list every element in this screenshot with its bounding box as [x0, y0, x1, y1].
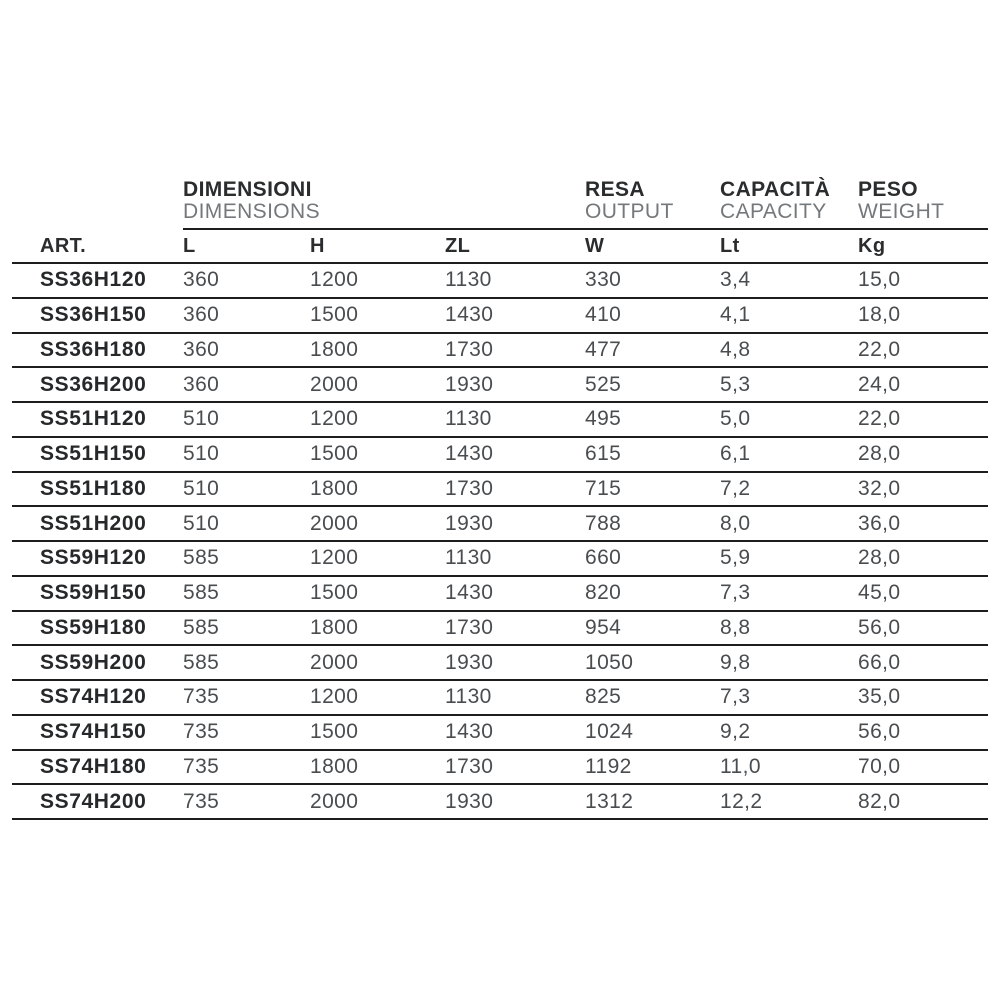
cell-lt: 5,0	[720, 407, 751, 431]
cell-art: SS74H120	[40, 685, 147, 709]
cell-zl: 1930	[445, 511, 494, 535]
cell-l: 360	[183, 268, 220, 292]
cell-lt: 7,3	[720, 581, 751, 605]
cell-h: 1200	[310, 407, 359, 431]
col-header-w: W	[585, 234, 605, 257]
cell-lt: 7,2	[720, 476, 751, 500]
table-row	[12, 438, 988, 473]
cell-zl: 1730	[445, 337, 494, 361]
cell-zl: 1930	[445, 372, 494, 396]
cell-h: 1200	[310, 546, 359, 570]
cell-w: 825	[585, 685, 622, 709]
table-row	[12, 612, 988, 647]
cell-kg: 15,0	[858, 268, 901, 292]
cell-zl: 1130	[445, 685, 492, 709]
col-group-output-secondary-label: OUTPUT	[585, 200, 674, 223]
cell-l: 585	[183, 581, 220, 605]
cell-l: 585	[183, 546, 220, 570]
cell-w: 1312	[585, 789, 634, 813]
cell-art: SS51H200	[40, 511, 147, 535]
table-row	[12, 542, 988, 577]
cell-zl: 1130	[445, 407, 492, 431]
cell-art: SS59H180	[40, 615, 147, 639]
cell-w: 820	[585, 581, 622, 605]
group-header-spacer	[12, 178, 183, 230]
cell-lt: 8,8	[720, 615, 751, 639]
cell-w: 495	[585, 407, 622, 431]
cell-lt: 7,3	[720, 685, 751, 709]
cell-l: 735	[183, 685, 220, 709]
cell-kg: 18,0	[858, 303, 901, 327]
col-group-dimensions-primary-label: DIMENSIONI	[183, 178, 312, 201]
table-row	[12, 403, 988, 438]
table-row	[12, 507, 988, 542]
cell-w: 788	[585, 511, 622, 535]
cell-l: 735	[183, 789, 220, 813]
cell-art: SS36H150	[40, 303, 147, 327]
cell-kg: 24,0	[858, 372, 901, 396]
cell-kg: 70,0	[858, 754, 901, 778]
cell-l: 735	[183, 754, 220, 778]
table-row	[12, 334, 988, 369]
cell-lt: 6,1	[720, 442, 751, 466]
col-group-capacity-primary-label: CAPACITÀ	[720, 178, 831, 201]
cell-w: 410	[585, 303, 622, 327]
cell-h: 1500	[310, 720, 359, 744]
col-header-h: H	[310, 234, 325, 257]
col-group-weight-primary-label: PESO	[858, 178, 918, 201]
cell-art: SS36H200	[40, 372, 147, 396]
cell-zl: 1430	[445, 442, 494, 466]
cell-h: 1800	[310, 615, 359, 639]
cell-lt: 4,1	[720, 303, 751, 327]
col-group-capacity-secondary-label: CAPACITY	[720, 200, 827, 223]
col-group-weight-secondary-label: WEIGHT	[858, 200, 945, 223]
cell-kg: 82,0	[858, 789, 901, 813]
cell-zl: 1730	[445, 754, 494, 778]
cell-zl: 1730	[445, 476, 494, 500]
table-row	[12, 785, 988, 820]
cell-art: SS51H150	[40, 442, 147, 466]
cell-art: SS51H120	[40, 407, 147, 431]
cell-w: 1024	[585, 720, 634, 744]
cell-l: 735	[183, 720, 220, 744]
cell-art: SS59H200	[40, 650, 147, 674]
cell-zl: 1930	[445, 650, 494, 674]
cell-lt: 9,8	[720, 650, 751, 674]
col-group-output	[585, 179, 720, 223]
cell-l: 510	[183, 476, 220, 500]
cell-h: 1500	[310, 442, 359, 466]
cell-l: 585	[183, 650, 220, 674]
cell-art: SS74H150	[40, 720, 147, 744]
table-body	[12, 264, 988, 820]
table-row	[12, 751, 988, 786]
cell-h: 2000	[310, 511, 359, 535]
cell-h: 1500	[310, 303, 359, 327]
cell-h: 1500	[310, 581, 359, 605]
cell-zl: 1430	[445, 581, 494, 605]
col-header-zl: ZL	[445, 234, 471, 257]
cell-w: 477	[585, 337, 622, 361]
cell-h: 2000	[310, 372, 359, 396]
cell-kg: 56,0	[858, 615, 901, 639]
cell-l: 585	[183, 615, 220, 639]
table-column-header-row	[12, 230, 988, 264]
cell-zl: 1430	[445, 720, 494, 744]
cell-h: 1800	[310, 337, 359, 361]
cell-kg: 22,0	[858, 337, 901, 361]
table-row	[12, 577, 988, 612]
cell-h: 1200	[310, 685, 359, 709]
cell-w: 1192	[585, 754, 632, 778]
cell-kg: 28,0	[858, 442, 901, 466]
col-header-art: ART.	[40, 234, 87, 257]
group-header-cells	[183, 178, 988, 230]
cell-kg: 66,0	[858, 650, 901, 674]
col-group-dimensions	[183, 179, 585, 223]
cell-lt: 5,9	[720, 546, 751, 570]
cell-w: 954	[585, 615, 622, 639]
table-row	[12, 681, 988, 716]
cell-kg: 32,0	[858, 476, 901, 500]
cell-lt: 12,2	[720, 789, 763, 813]
cell-h: 1200	[310, 268, 359, 292]
cell-h: 1800	[310, 476, 359, 500]
cell-art: SS51H180	[40, 476, 147, 500]
cell-w: 615	[585, 442, 622, 466]
table-row	[12, 716, 988, 751]
cell-l: 360	[183, 372, 220, 396]
cell-lt: 9,2	[720, 720, 751, 744]
table-row	[12, 646, 988, 681]
cell-w: 715	[585, 476, 622, 500]
cell-h: 2000	[310, 650, 359, 674]
cell-lt: 8,0	[720, 511, 751, 535]
cell-zl: 1930	[445, 789, 494, 813]
table-row	[12, 368, 988, 403]
cell-kg: 22,0	[858, 407, 901, 431]
cell-w: 1050	[585, 650, 634, 674]
col-header-lt: Lt	[720, 234, 740, 257]
spec-table	[12, 178, 988, 820]
cell-lt: 5,3	[720, 372, 751, 396]
cell-l: 510	[183, 407, 220, 431]
cell-l: 510	[183, 511, 220, 535]
cell-w: 660	[585, 546, 622, 570]
cell-art: SS36H180	[40, 337, 147, 361]
cell-l: 360	[183, 303, 220, 327]
cell-zl: 1130	[445, 546, 492, 570]
cell-art: SS74H200	[40, 789, 147, 813]
cell-kg: 45,0	[858, 581, 901, 605]
cell-art: SS59H120	[40, 546, 147, 570]
col-group-capacity	[720, 179, 858, 223]
cell-l: 360	[183, 337, 220, 361]
cell-lt: 3,4	[720, 268, 751, 292]
cell-zl: 1430	[445, 303, 494, 327]
table-row	[12, 473, 988, 508]
col-header-l: L	[183, 234, 196, 257]
table-row	[12, 264, 988, 299]
cell-w: 330	[585, 268, 622, 292]
cell-lt: 11,0	[720, 754, 761, 778]
cell-lt: 4,8	[720, 337, 751, 361]
table-group-header-row	[12, 178, 988, 230]
cell-h: 1800	[310, 754, 359, 778]
cell-w: 525	[585, 372, 622, 396]
cell-kg: 36,0	[858, 511, 901, 535]
cell-zl: 1730	[445, 615, 494, 639]
cell-kg: 35,0	[858, 685, 901, 709]
cell-kg: 28,0	[858, 546, 901, 570]
col-group-dimensions-secondary-label: DIMENSIONS	[183, 200, 321, 223]
col-header-kg: Kg	[858, 234, 886, 257]
table-row	[12, 299, 988, 334]
col-group-weight	[858, 179, 988, 223]
cell-art: SS74H180	[40, 754, 147, 778]
cell-zl: 1130	[445, 268, 492, 292]
cell-art: SS59H150	[40, 581, 147, 605]
cell-kg: 56,0	[858, 720, 901, 744]
cell-h: 2000	[310, 789, 359, 813]
cell-l: 510	[183, 442, 220, 466]
cell-art: SS36H120	[40, 268, 147, 292]
col-group-output-primary-label: RESA	[585, 178, 645, 201]
